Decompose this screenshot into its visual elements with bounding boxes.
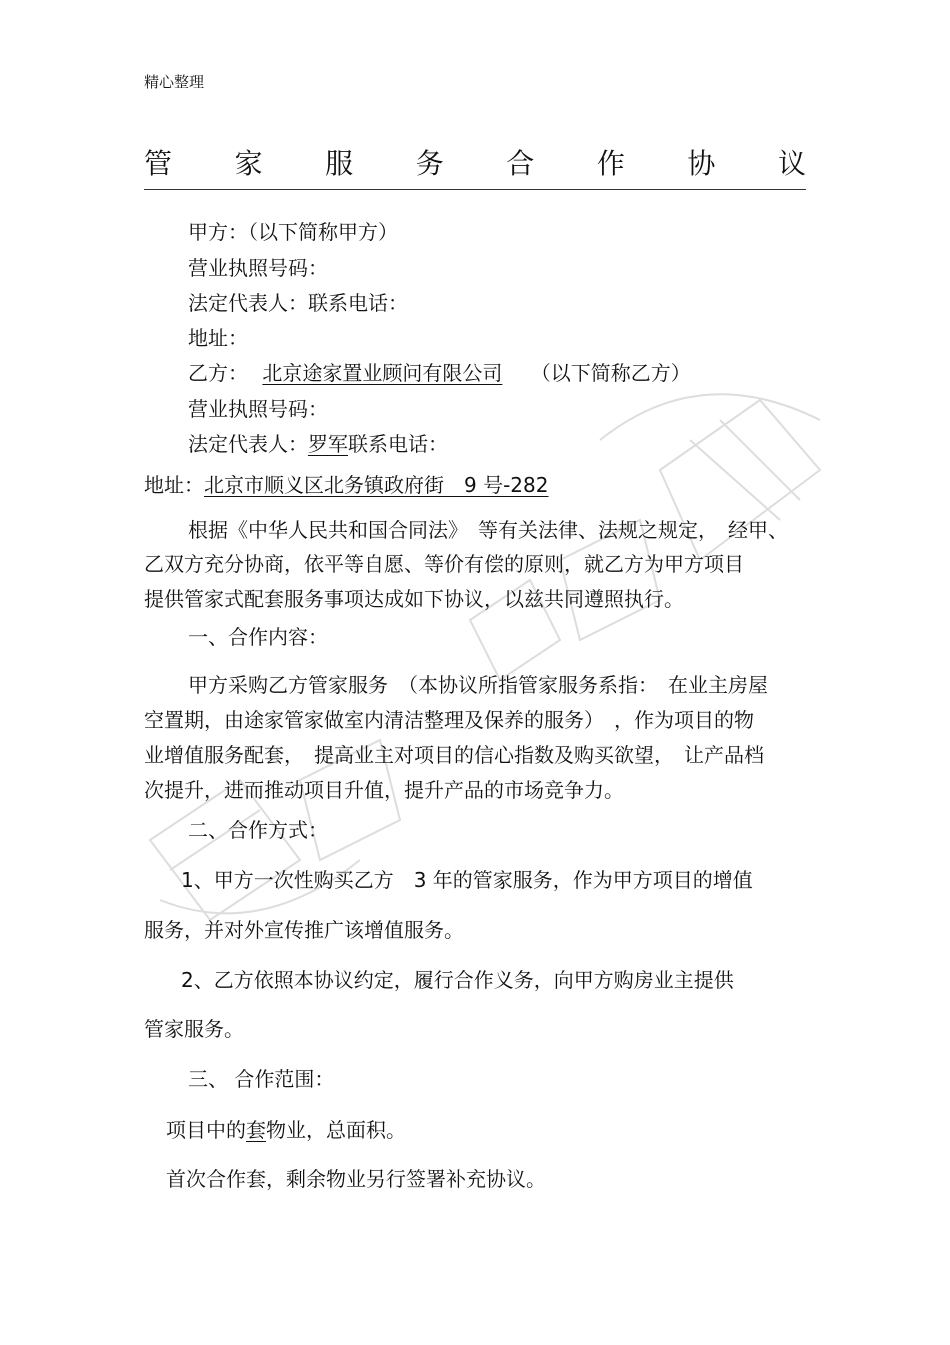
- party-a-address: 地址：: [188, 326, 248, 350]
- section1-line: 甲方采购乙方管家服务 （本协议所指管家服务系指： 在业主房屋: [188, 673, 768, 697]
- section2-item1-line: 1、甲方一次性购买乙方 3 年的管家服务，作为甲方项目的增值: [181, 868, 753, 892]
- party-b-legal-rep: [188, 431, 448, 457]
- title-char: 家: [234, 147, 263, 180]
- party-b-prefix: 乙方：: [188, 361, 248, 385]
- party-b-suffix: （以下简称乙方）: [530, 361, 691, 385]
- address-value: 北京市顺义区北务镇政府街 9 号-282: [204, 473, 549, 497]
- party-a-legal-rep: 法定代表人：联系电话：: [188, 291, 408, 315]
- party-a-line: 甲方：（以下简称甲方）: [188, 220, 398, 244]
- title-char: 协: [687, 147, 716, 180]
- section1-line: 空置期，由途家管家做室内清洁整理及保养的服务） ，作为项目的物: [144, 708, 754, 732]
- scope-prefix: 项目中的: [166, 1118, 246, 1142]
- title-char: 服: [325, 147, 354, 180]
- section2-item2-line: 2、乙方依照本协议约定，履行合作义务，向甲方购房业主提供: [181, 968, 734, 992]
- party-a-license: 营业执照号码：: [188, 256, 328, 280]
- party-b-line: [188, 360, 691, 386]
- intro-line: 乙双方充分协商，依平等自愿、等价有偿的原则，就乙方为甲方项目: [144, 552, 744, 576]
- section2-item1-line: 服务，并对外宣传推广该增值服务。: [144, 918, 464, 942]
- section-heading: 三、 合作范围：: [188, 1067, 335, 1091]
- party-b-name: 北京途家置业顾问有限公司: [262, 361, 503, 385]
- scope-underlined: 套: [246, 1118, 266, 1142]
- section1-line: 次提升，进而推动项目升值，提升产品的市场竞争力。: [144, 778, 624, 802]
- title-char: 议: [777, 147, 806, 180]
- legal-rep-name: 罗军: [308, 432, 348, 456]
- section2-item2-line: 管家服务。: [144, 1017, 244, 1041]
- section1-line: 业增值服务配套， 提高业主对项目的信心指数及购买欲望， 让产品档: [144, 743, 764, 767]
- title-char: 合: [506, 147, 535, 180]
- title-char: 作: [596, 147, 625, 180]
- section3-line: 首次合作套，剩余物业另行签署补充协议。: [166, 1167, 546, 1191]
- legal-rep-prefix: 法定代表人：: [188, 432, 308, 456]
- legal-rep-suffix: 联系电话：: [348, 432, 448, 456]
- section-heading: 二、合作方式：: [188, 818, 328, 842]
- header-note: 精心整理: [144, 73, 205, 91]
- section-heading: 一、合作内容：: [188, 625, 328, 649]
- scope-suffix: 物业，总面积。: [266, 1118, 406, 1142]
- title-char: 务: [415, 147, 444, 180]
- title-char: 管: [144, 147, 173, 180]
- section3-line: [166, 1117, 406, 1143]
- intro-line: 根据《中华人民共和国合同法》 等有关法律、法规之规定， 经甲、: [188, 518, 788, 542]
- intro-line: 提供管家式配套服务事项达成如下协议，以兹共同遵照执行。: [144, 587, 684, 611]
- title-divider: [144, 189, 806, 190]
- document-title: [144, 146, 806, 182]
- party-b-address: [144, 472, 548, 498]
- address-prefix: 地址：: [144, 473, 204, 497]
- party-b-license: 营业执照号码：: [188, 397, 328, 421]
